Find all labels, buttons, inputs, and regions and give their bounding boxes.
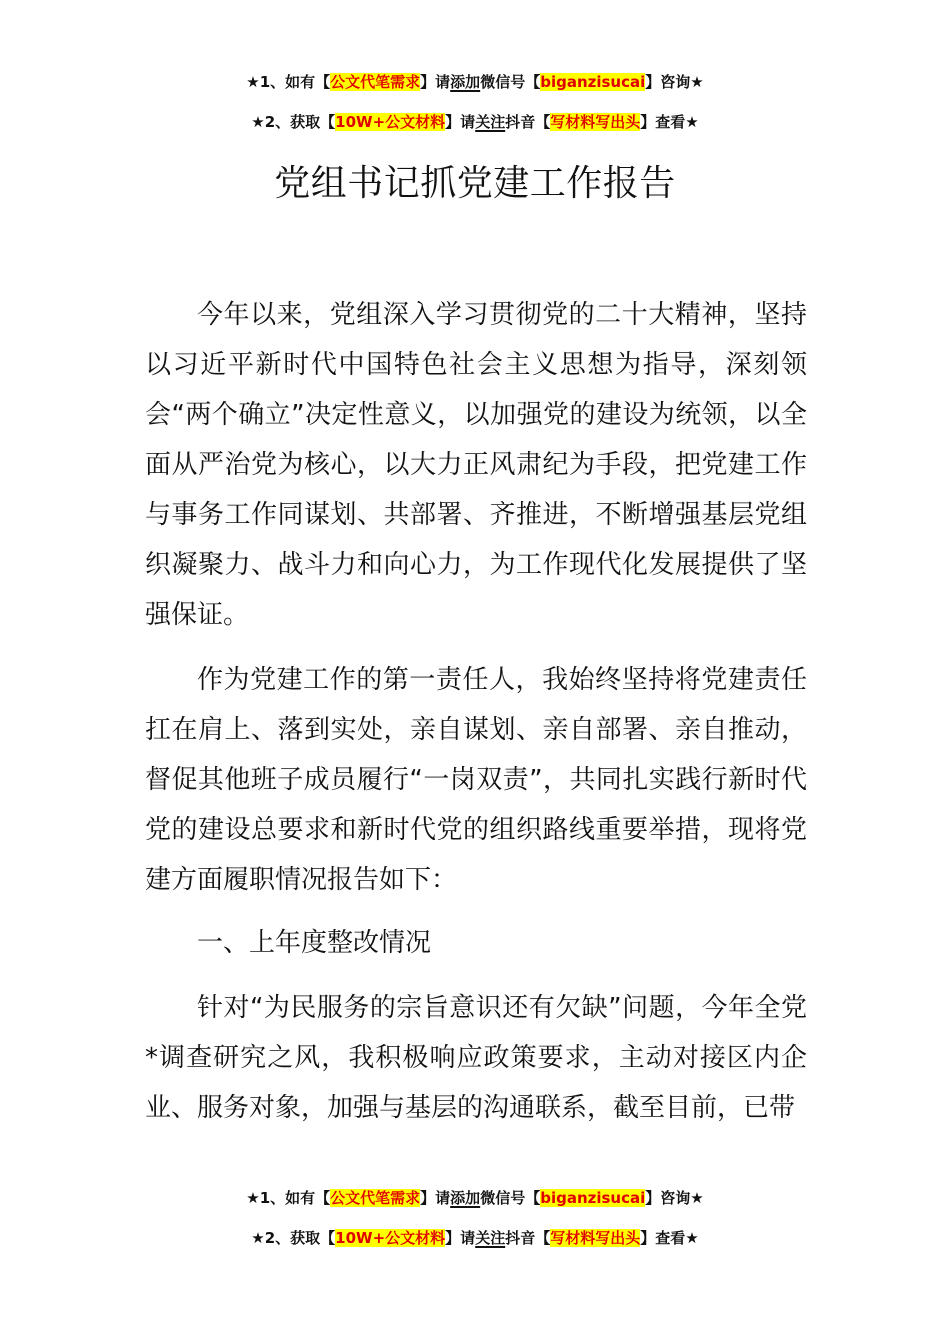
paragraph-text: 针对“为民服务的宗旨意识还有欠缺”问题，今年全党*调查研究之风，我积极响应政策要求，主动对接区内企业、服务对象，加强与基层的沟通联系，截至目前，已带 [145,993,807,1123]
banner-text: 】咨询 [645,73,691,91]
banner-emphasis: 关注 [475,1229,506,1247]
banner-text: 】请 [445,1229,476,1247]
body-paragraph-2 [145,655,807,905]
banner-highlight: 公文代笔需求 [330,73,421,91]
banner-emphasis: 关注 [475,113,506,131]
star-icon: ★ [246,73,260,91]
banner-text: 】查看 [640,113,686,131]
banner-text: 2、获取【 [264,113,336,131]
banner-text: 】咨询 [645,1189,691,1207]
footer-banner-line-2 [0,1226,950,1250]
footer-banner-line-1 [0,1186,950,1210]
banner-text: 抖音【 [505,1229,551,1247]
banner-text: 微信号【 [480,73,541,91]
star-icon: ★ [690,73,704,91]
banner-text: 】查看 [640,1229,686,1247]
banner-text: 1、如有【 [259,73,331,91]
banner-highlight: 公文代笔需求 [330,1189,421,1207]
banner-emphasis: 添加 [450,1189,481,1207]
header-banner-line-2 [0,110,950,134]
star-icon: ★ [685,1229,699,1247]
star-icon: ★ [685,113,699,131]
banner-text: 】请 [420,73,451,91]
star-icon: ★ [690,1189,704,1207]
banner-highlight: 10W+公文材料 [335,1229,446,1247]
section-heading [145,918,807,968]
paragraph-text: 今年以来，党组深入学习贯彻党的二十大精神，坚持以习近平新时代中国特色社会主义思想为指导，深刻领会“两个确立”决定性意义，以加强党的建设为统领，以全面从严治党为核心，以大力正风肃纪为手段，把党建工作与事务工作同谋划、共部署、齐推进，不断增强基层党组织凝聚力、战斗力和向心力，为工作现代化发展提供了坚强保证。 [145,300,807,630]
body-paragraph-1 [145,290,807,640]
section-heading-text: 一、上年度整改情况 [197,928,432,958]
banner-text: 】请 [420,1189,451,1207]
paragraph-text: 作为党建工作的第一责任人，我始终坚持将党建责任扛在肩上、落到实处，亲自谋划、亲自部署、亲自推动，督促其他班子成员履行“一岗双责”，共同扎实践行新时代党的建设总要求和新时代党的组织路线重要举措，现将党建方面履职情况报告如下： [145,665,807,895]
banner-emphasis: 添加 [450,73,481,91]
header-banner-line-1 [0,70,950,94]
banner-text: 】请 [445,113,476,131]
banner-text: 抖音【 [505,113,551,131]
banner-highlight-wechat-id: biganzisucai [540,73,646,91]
banner-highlight-wechat-id: biganzisucai [540,1189,646,1207]
banner-text: 1、如有【 [259,1189,331,1207]
star-icon: ★ [251,1229,265,1247]
banner-text: 2、获取【 [264,1229,336,1247]
document-title: 党组书记抓党建工作报告 [274,163,676,204]
banner-highlight-douyin: 写材料写出头 [550,113,641,131]
banner-text: 微信号【 [480,1189,541,1207]
body-paragraph-3 [145,983,807,1133]
star-icon: ★ [251,113,265,131]
star-icon: ★ [246,1189,260,1207]
banner-highlight: 10W+公文材料 [335,113,446,131]
banner-highlight-douyin: 写材料写出头 [550,1229,641,1247]
